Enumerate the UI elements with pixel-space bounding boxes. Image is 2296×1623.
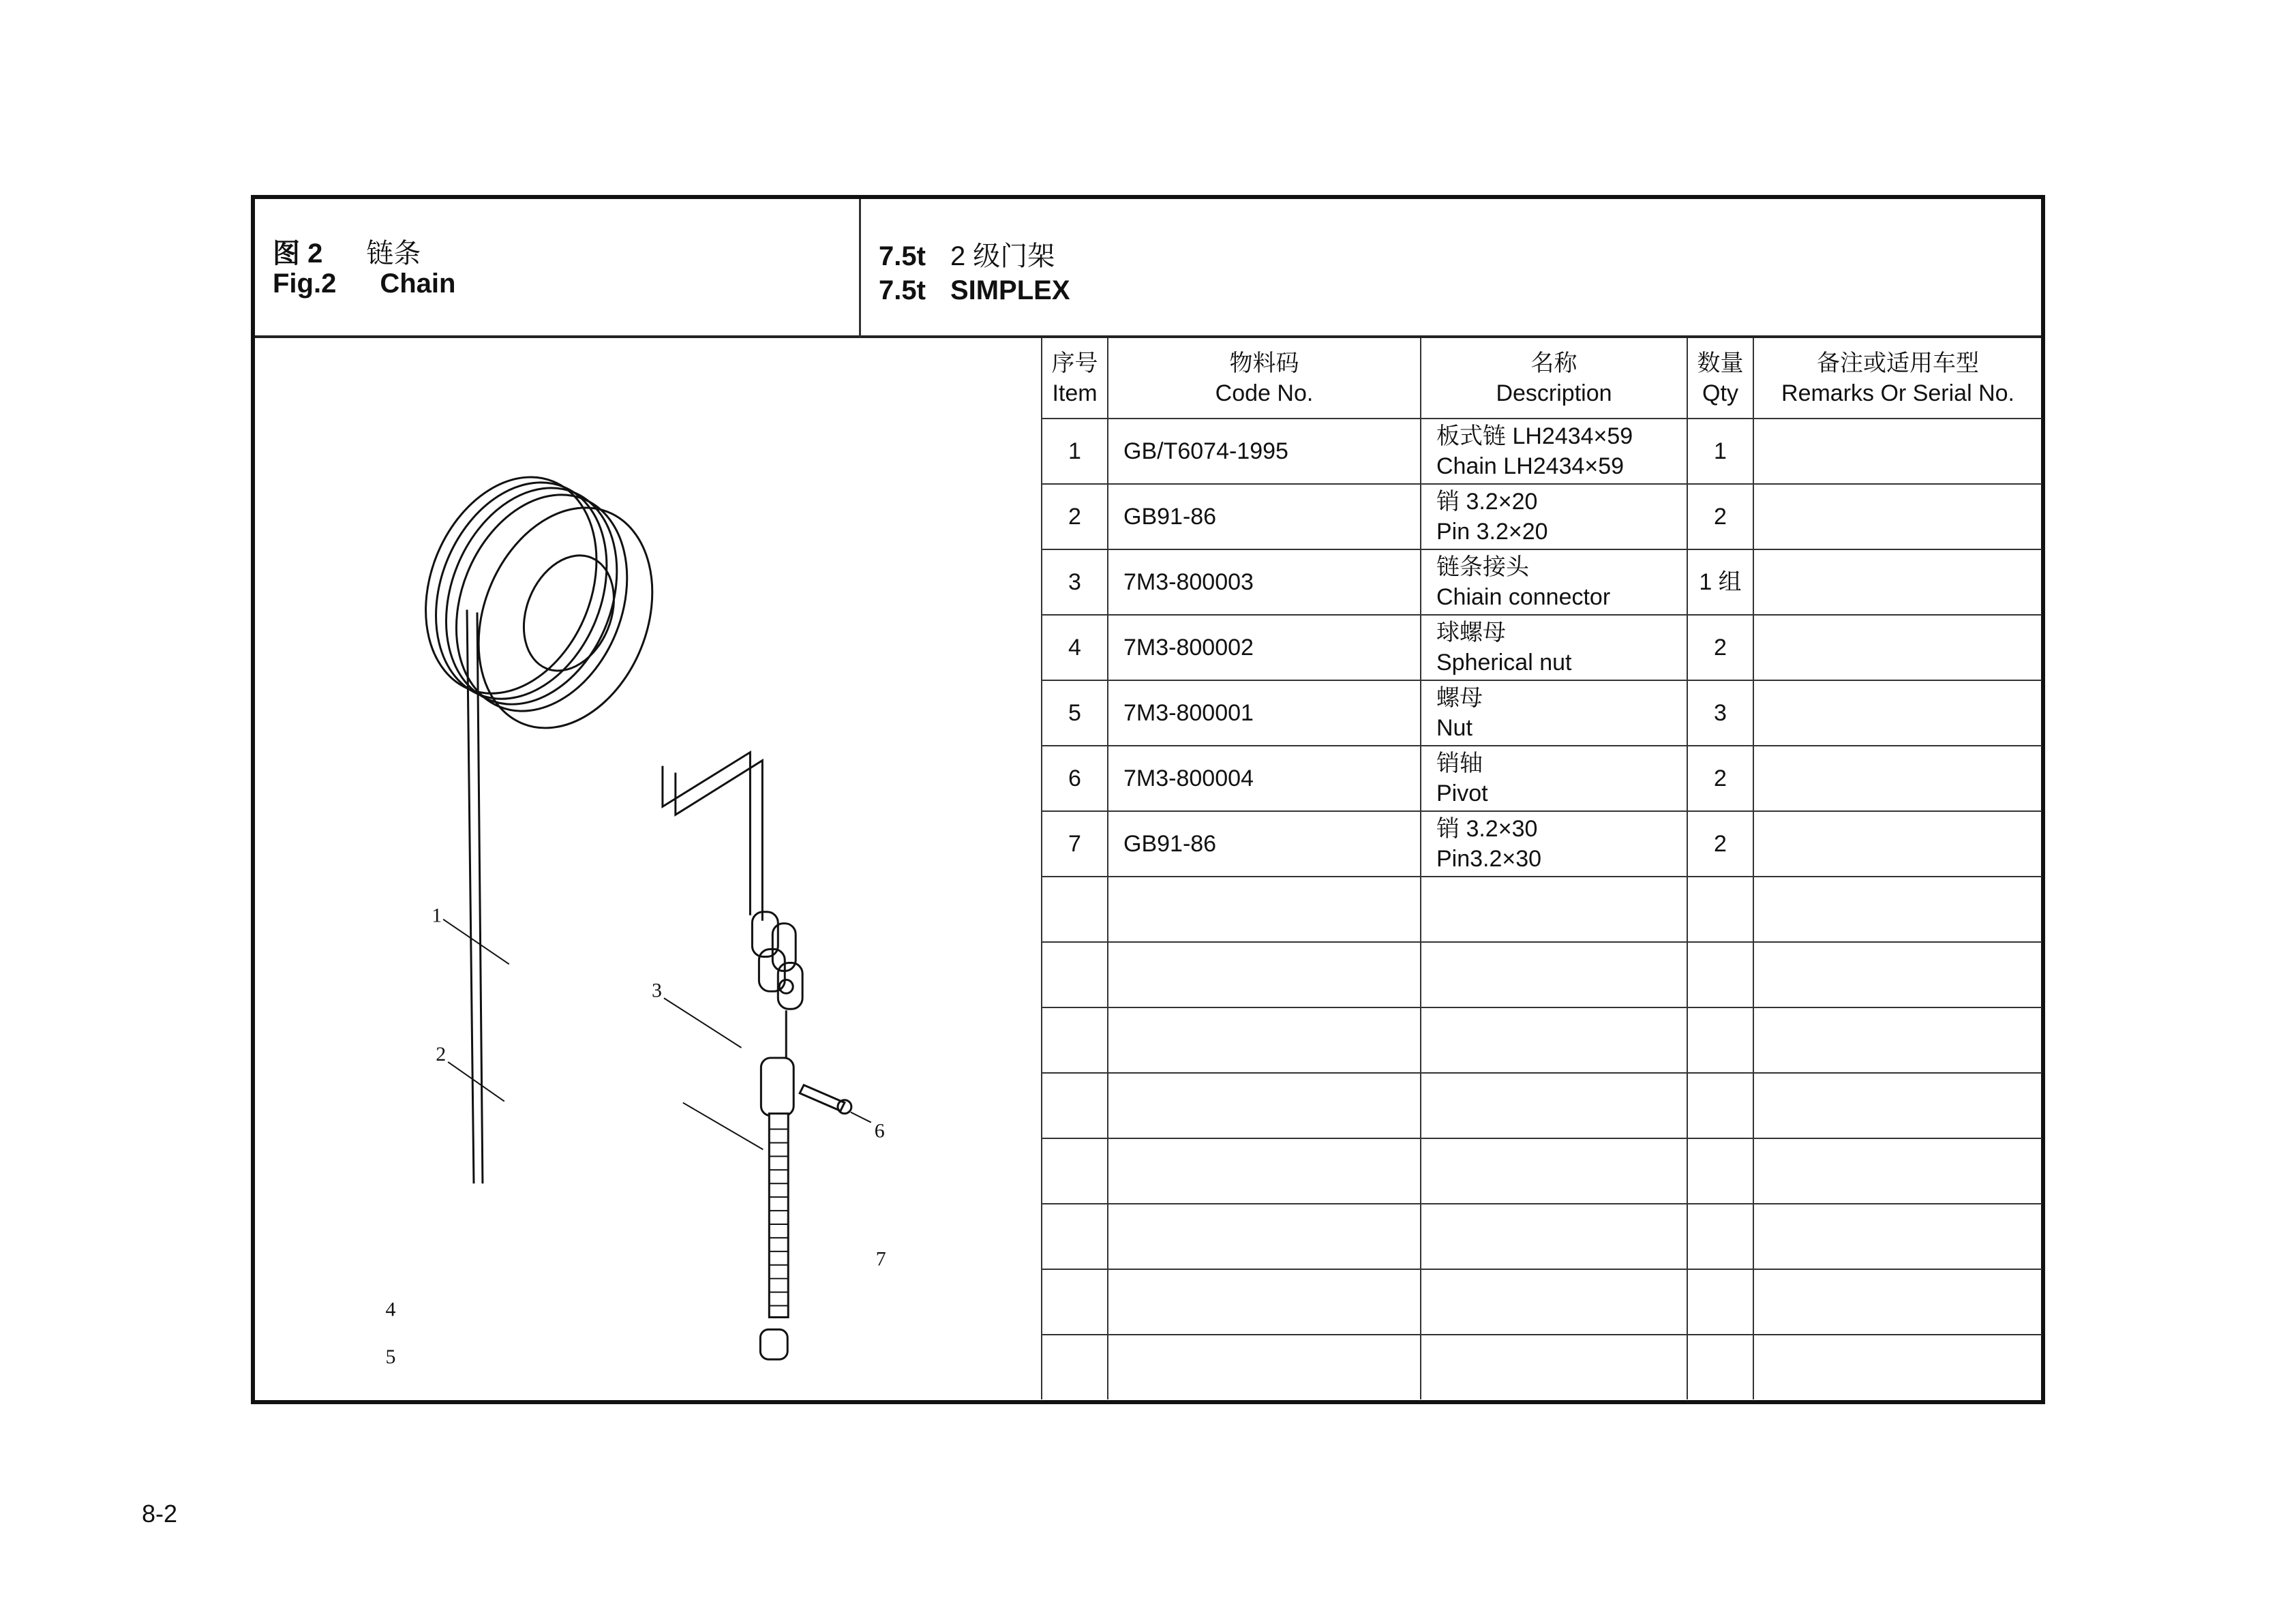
cell-qty: 1 组 (1687, 549, 1753, 615)
table-row (1042, 680, 2042, 746)
empty-cell (1042, 1073, 1108, 1138)
callout-1: 1 (432, 904, 442, 927)
description-en: Pin3.2×30 (1436, 846, 1542, 872)
description-en: Chain LH2434×59 (1436, 453, 1625, 479)
empty-cell (1421, 1138, 1687, 1204)
description-en: Pivot (1436, 780, 1488, 806)
table-row (1042, 484, 2042, 549)
empty-cell (1753, 1073, 2042, 1138)
model-tonnage-cn: 7.5t (879, 241, 926, 271)
description-en: Chiain connector (1436, 584, 1611, 610)
empty-cell (1042, 1204, 1108, 1269)
empty-cell (1421, 1073, 1687, 1138)
cell-item: 1 (1042, 419, 1108, 484)
col-header-description-cn: 名称 (1530, 350, 1577, 376)
cell-description (1421, 680, 1687, 746)
empty-cell (1108, 877, 1421, 942)
cell-code: 7M3-800001 (1108, 680, 1421, 746)
table-row (1042, 549, 2042, 615)
table-row (1042, 419, 2042, 484)
cell-description (1421, 615, 1687, 680)
figure-title-cn (273, 232, 421, 271)
cell-description (1421, 811, 1687, 877)
table-row (1042, 615, 2042, 680)
col-header-remarks-en: Remarks Or Serial No. (1781, 380, 2014, 406)
col-header-description-en: Description (1496, 380, 1612, 406)
empty-cell (1108, 1335, 1421, 1399)
empty-cell (1042, 942, 1108, 1007)
empty-table-row (1042, 1138, 2042, 1204)
description-cn: 球螺母 (1436, 620, 1506, 646)
col-header-code-cn: 物料码 (1229, 350, 1299, 376)
empty-cell (1687, 1007, 1753, 1073)
cell-item: 3 (1042, 549, 1108, 615)
cell-description (1421, 419, 1687, 484)
cell-code: 7M3-800002 (1108, 615, 1421, 680)
empty-cell (1421, 1269, 1687, 1335)
empty-table-row (1042, 1007, 2042, 1073)
empty-cell (1108, 1007, 1421, 1073)
empty-cell (1042, 877, 1108, 942)
figure-title-en (273, 269, 455, 299)
description-en: Nut (1436, 715, 1472, 741)
cell-code: GB/T6074-1995 (1108, 419, 1421, 484)
description-cn: 板式链 LH2434×59 (1436, 423, 1633, 449)
cell-item: 2 (1042, 484, 1108, 549)
cell-remarks (1753, 615, 2042, 680)
cell-code: 7M3-800004 (1108, 746, 1421, 811)
empty-cell (1753, 877, 2042, 942)
empty-cell (1687, 1269, 1753, 1335)
cell-item: 6 (1042, 746, 1108, 811)
cell-remarks (1753, 484, 2042, 549)
empty-cell (1042, 1138, 1108, 1204)
empty-table-row (1042, 1269, 2042, 1335)
cell-description (1421, 746, 1687, 811)
cell-description (1421, 484, 1687, 549)
empty-table-row (1042, 1204, 2042, 1269)
empty-cell (1687, 877, 1753, 942)
empty-table-row (1042, 1073, 2042, 1138)
empty-cell (1421, 1335, 1687, 1399)
empty-cell (1753, 1204, 2042, 1269)
table-row (1042, 811, 2042, 877)
empty-cell (1108, 942, 1421, 1007)
cell-qty: 2 (1687, 484, 1753, 549)
cell-item: 5 (1042, 680, 1108, 746)
parts-sheet-frame (251, 195, 2045, 1404)
empty-cell (1108, 1204, 1421, 1269)
cell-item: 7 (1042, 811, 1108, 877)
empty-cell (1687, 942, 1753, 1007)
empty-cell (1108, 1073, 1421, 1138)
figure-number-en: Fig.2 (273, 269, 337, 299)
col-header-code-en: Code No. (1215, 380, 1314, 406)
figure-name-en: Chain (380, 269, 456, 299)
empty-cell (1687, 1138, 1753, 1204)
figure-name-cn: 链条 (366, 239, 421, 269)
cell-description (1421, 549, 1687, 615)
description-cn: 螺母 (1436, 685, 1483, 711)
empty-cell (1753, 1138, 2042, 1204)
callout-4: 4 (385, 1298, 396, 1321)
col-header-item-cn: 序号 (1051, 350, 1098, 376)
table-header-row (1042, 338, 2042, 419)
empty-cell (1421, 1007, 1687, 1073)
empty-cell (1042, 1269, 1108, 1335)
empty-cell (1753, 1335, 2042, 1399)
figure-number-cn: 图 2 (273, 239, 323, 269)
table-row (1042, 746, 2042, 811)
col-header-item (1042, 338, 1108, 419)
empty-cell (1421, 877, 1687, 942)
description-en: Pin 3.2×20 (1436, 519, 1548, 545)
col-header-qty (1687, 338, 1753, 419)
cell-item: 4 (1042, 615, 1108, 680)
description-cn: 销轴 (1436, 750, 1483, 776)
cell-remarks (1753, 811, 2042, 877)
cell-qty: 2 (1687, 615, 1753, 680)
model-cn (879, 234, 1055, 273)
cell-qty: 2 (1687, 811, 1753, 877)
description-cn: 销 3.2×30 (1436, 816, 1538, 842)
callout-6: 6 (874, 1119, 885, 1142)
model-name-cn: 2 级门架 (950, 241, 1055, 271)
cell-code: GB91-86 (1108, 811, 1421, 877)
empty-cell (1042, 1007, 1108, 1073)
cell-qty: 3 (1687, 680, 1753, 746)
model-cell (861, 199, 2041, 338)
model-tonnage-en: 7.5t (879, 275, 926, 305)
figure-title-cell (255, 199, 861, 338)
col-header-qty-cn: 数量 (1697, 350, 1744, 376)
col-header-qty-en: Qty (1702, 380, 1738, 406)
empty-cell (1753, 942, 2042, 1007)
cell-remarks (1753, 549, 2042, 615)
empty-cell (1753, 1007, 2042, 1073)
col-header-remarks (1753, 338, 2042, 419)
empty-cell (1687, 1204, 1753, 1269)
empty-cell (1421, 942, 1687, 1007)
parts-table (1041, 338, 2042, 1399)
empty-cell (1042, 1335, 1108, 1399)
col-header-item-en: Item (1052, 380, 1098, 406)
empty-cell (1108, 1138, 1421, 1204)
empty-cell (1108, 1269, 1421, 1335)
empty-table-row (1042, 877, 2042, 942)
cell-code: 7M3-800003 (1108, 549, 1421, 615)
cell-code: GB91-86 (1108, 484, 1421, 549)
col-header-code (1108, 338, 1421, 419)
cell-remarks (1753, 680, 2042, 746)
description-cn: 销 3.2×20 (1436, 489, 1538, 515)
callout-7: 7 (875, 1247, 886, 1271)
page-number: 8-2 (142, 1500, 178, 1528)
callout-5: 5 (385, 1346, 396, 1369)
col-header-description (1421, 338, 1687, 419)
description-en: Spherical nut (1436, 650, 1572, 676)
empty-table-row (1042, 942, 2042, 1007)
cell-qty: 2 (1687, 746, 1753, 811)
callout-2: 2 (436, 1042, 447, 1065)
callout-labels (385, 905, 886, 1369)
empty-cell (1421, 1204, 1687, 1269)
callout-3: 3 (651, 979, 662, 1002)
cell-remarks (1753, 746, 2042, 811)
empty-cell (1687, 1073, 1753, 1138)
col-header-remarks-cn: 备注或适用车型 (1817, 350, 1979, 376)
empty-table-row (1042, 1335, 2042, 1399)
empty-cell (1753, 1269, 2042, 1335)
cell-remarks (1753, 419, 2042, 484)
model-en (879, 275, 1070, 306)
chain-assembly-illustration (255, 338, 1041, 1400)
exploded-chain-drawing (255, 338, 1041, 1400)
description-cn: 链条接头 (1436, 554, 1529, 580)
empty-cell (1687, 1335, 1753, 1399)
model-name-en: SIMPLEX (950, 275, 1070, 305)
cell-qty: 1 (1687, 419, 1753, 484)
